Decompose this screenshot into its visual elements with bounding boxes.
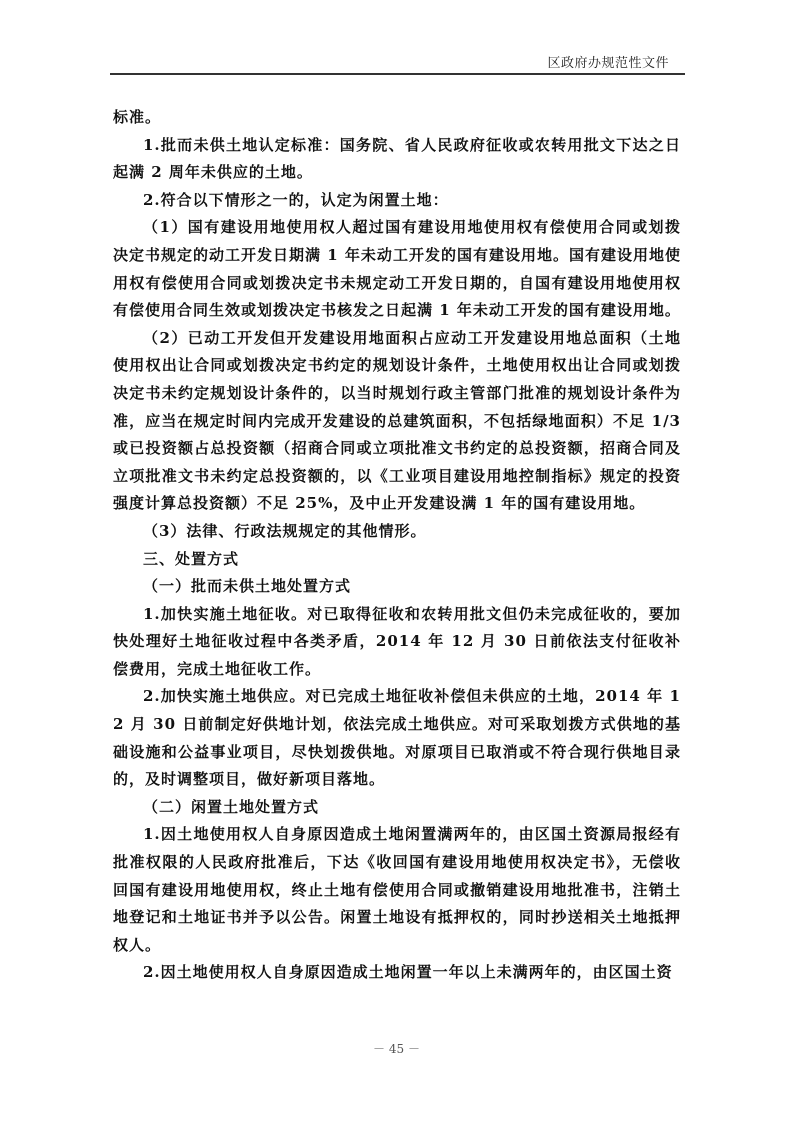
subsection-heading-idle: （二）闲置土地处置方式: [143, 797, 320, 816]
section-heading-disposal: 三、处置方式: [143, 549, 240, 568]
header-rule: [110, 73, 685, 75]
paragraph-expropriation: 1.加快实施土地征收。对已取得征收和农转用批文但仍未完成征收的，要加快处理好土地征收过程中各类矛盾，2014 年 12 月 30 日前依法支付征收补偿费用，完成土地征收工作。: [113, 604, 681, 678]
paragraph-idle-2-years: 1.因土地使用权人自身原因造成土地闲置满两年的，由区国土资源局报经有批准权限的人民政府批准后，下达《收回国有建设用地使用权决定书》，无偿收回国有建设用地使用权，终止土地有偿使用合同或撤销建设用地批准书，注销土地登记和土地证书并予以公告。闲置土地设有抵押权的，同时抄送相关土地抵押权人。: [113, 825, 681, 954]
paragraph-supply: 2.加快实施土地供应。对已完成土地征收补偿但未供应的土地，2014 年 12 月 30 日前制定好供地计划，依法完成土地供应。对可采取划拨方式供地的基础设施和公益事业项目，尽快划拨供地。对原项目已取消或不符合现行供地目录的，及时调整项目，做好新项目落地。: [113, 687, 681, 789]
paragraph-item-1: （1）国有建设用地使用权人超过国有建设用地使用权有偿使用合同或划拨决定书规定的动工开发日期满 1 年未动工开发的国有建设用地。国有建设用地使用权有偿使用合同或划拨决定书未规定动工开发日期的，自国有建设用地使用权有偿使用合同生效或划拨决定书核发之日起满 1 年未动工开发的国有建设用地。: [113, 218, 681, 320]
paragraph-item-3: （3）法律、行政法规规定的其他情形。: [143, 521, 427, 540]
header-title: 区政府办规范性文件: [547, 56, 669, 71]
paragraph-item-2: （2）已动工开发但开发建设用地面积占应动工开发建设用地总面积（土地使用权出让合同或划拨决定书约定的规划设计条件，土地使用权出让合同或划拨决定书未约定规划设计条件的，以当时规划行政主管部门批准的规划设计条件为准，应当在规定时间内完成开发建设的总建筑面积，不包括绿地面积）不足 1/3 或已投资额占总投资额（招商合同或立项批准文书约定的总投资额，招商合同及立项批准文书未约定总投资额的，以《工业项目建设用地控制指标》规定的投资强度计算总投资额）不足 25%，及中止开发建设满 1 年的国有建设用地。: [113, 328, 681, 513]
page-header: [0, 0, 793, 80]
paragraph-criteria-2: 2.符合以下情形之一的，认定为闲置土地：: [143, 190, 449, 209]
paragraph-criteria-1: 1.批而未供土地认定标准：国务院、省人民政府征收或农转用批文下达之日起满 2 周年未供应的土地。: [113, 135, 681, 182]
subsection-heading-unsupplied: （一）批而未供土地处置方式: [143, 577, 352, 596]
page-number: － 45 －: [373, 1042, 420, 1056]
paragraph-idle-1-2-years: 2.因土地使用权人自身原因造成土地闲置一年以上未满两年的，由区国土资: [143, 963, 673, 982]
document-body: [113, 104, 681, 987]
paragraph-continuation: 标准。: [113, 108, 162, 126]
